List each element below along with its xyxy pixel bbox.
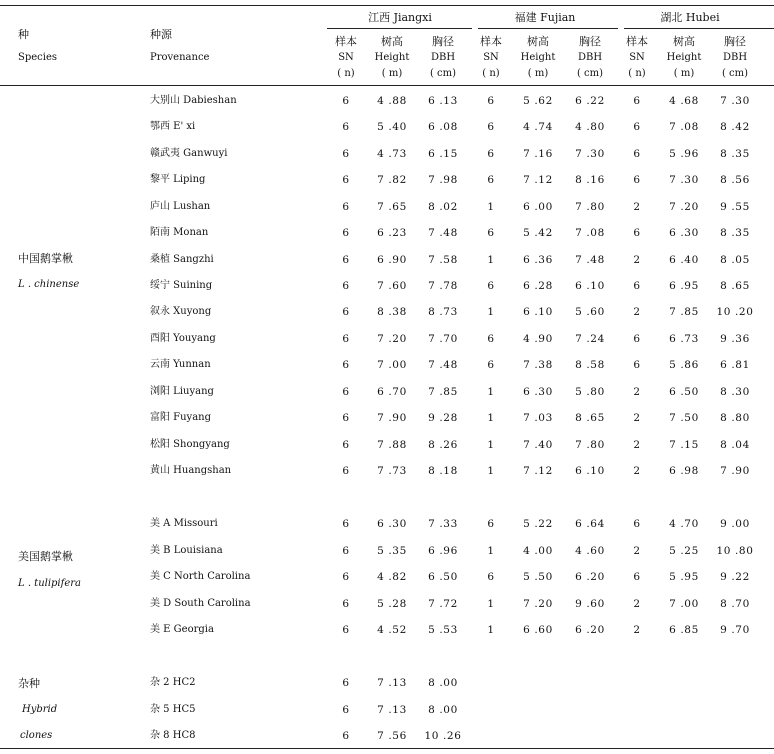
value-cell: 6 <box>342 386 350 398</box>
value-cell: 7 .30 <box>575 148 605 160</box>
value-cell: 6 .64 <box>575 518 605 530</box>
provenance-cell: 杂 2 HC2 <box>150 677 196 688</box>
col-header-height-hubei-l1: 树高 <box>673 35 695 48</box>
header-bottom-rule <box>0 85 774 86</box>
value-cell: 8 .65 <box>575 412 605 424</box>
value-cell: 7 .48 <box>575 254 605 266</box>
value-cell: 7 .88 <box>377 439 407 451</box>
species-label-tulipifera-cn: 美国鹅掌楸 <box>18 550 73 563</box>
value-cell: 6 <box>487 121 495 133</box>
value-cell: 6 <box>487 518 495 530</box>
value-cell: 9 .70 <box>720 624 750 636</box>
value-cell: 8 .80 <box>720 412 750 424</box>
value-cell: 6 .30 <box>377 518 407 530</box>
col-header-dbh-fujian-l1: 胸径 <box>579 35 601 48</box>
value-cell: 7 .20 <box>523 598 553 610</box>
value-cell: 7 .90 <box>720 465 750 477</box>
value-cell: 6 <box>342 306 350 318</box>
value-cell: 6 .73 <box>669 333 699 345</box>
value-cell: 6 .70 <box>377 386 407 398</box>
value-cell: 7 .20 <box>377 333 407 345</box>
value-cell: 5 .50 <box>523 571 553 583</box>
value-cell: 6 <box>342 439 350 451</box>
value-cell: 2 <box>633 545 641 557</box>
value-cell: 7 .65 <box>377 201 407 213</box>
value-cell: 6 <box>342 571 350 583</box>
value-cell: 6 <box>342 412 350 424</box>
value-cell: 4 .88 <box>377 95 407 107</box>
provenance-cell: 美 A Missouri <box>150 518 218 529</box>
species-label-hybrid-latin2: clones <box>20 730 53 741</box>
value-cell: 6 <box>633 174 641 186</box>
value-cell: 2 <box>633 201 641 213</box>
value-cell: 10 .26 <box>424 730 462 742</box>
value-cell: 6 .36 <box>523 254 553 266</box>
table-bottom-rule <box>0 748 774 749</box>
value-cell: 6 <box>487 359 495 371</box>
value-cell: 6 .20 <box>575 571 605 583</box>
value-cell: 2 <box>633 386 641 398</box>
value-cell: 8 .65 <box>720 280 750 292</box>
value-cell: 8 .70 <box>720 598 750 610</box>
value-cell: 7 .33 <box>428 518 458 530</box>
value-cell: 4 .52 <box>377 624 407 636</box>
value-cell: 6 <box>633 518 641 530</box>
value-cell: 6 <box>633 121 641 133</box>
value-cell: 8 .02 <box>428 201 458 213</box>
value-cell: 6 <box>633 95 641 107</box>
col-header-sn-hubei-l1: 样本 <box>626 35 648 48</box>
value-cell: 7 .15 <box>669 439 699 451</box>
value-cell: 8 .18 <box>428 465 458 477</box>
value-cell: 6 .90 <box>377 254 407 266</box>
value-cell: 1 <box>487 201 495 213</box>
value-cell: 7 .08 <box>575 227 605 239</box>
value-cell: 2 <box>633 598 641 610</box>
value-cell: 6 <box>342 518 350 530</box>
value-cell: 4 .00 <box>523 545 553 557</box>
value-cell: 8 .30 <box>720 386 750 398</box>
value-cell: 6 <box>342 95 350 107</box>
value-cell: 6 .08 <box>428 121 458 133</box>
value-cell: 6 .60 <box>523 624 553 636</box>
value-cell: 9 .60 <box>575 598 605 610</box>
provenance-cell: 美 D South Carolina <box>150 598 251 609</box>
provenance-cell: 浏阳 Liuyang <box>150 386 214 397</box>
value-cell: 7 .13 <box>377 677 407 689</box>
col-header-dbh-hubei-l3: ( cm) <box>721 68 749 79</box>
table-top-rule <box>0 5 774 6</box>
value-cell: 7 .30 <box>720 95 750 107</box>
provenance-cell: 松阳 Shongyang <box>150 439 230 450</box>
value-cell: 7 .60 <box>377 280 407 292</box>
value-cell: 7 .48 <box>428 359 458 371</box>
species-label-hybrid-cn: 杂种 <box>18 677 40 690</box>
col-header-sn-hubei-l3: ( n) <box>628 68 646 79</box>
value-cell: 6 .22 <box>575 95 605 107</box>
value-cell: 6 .10 <box>575 465 605 477</box>
value-cell: 9 .55 <box>720 201 750 213</box>
value-cell: 6 <box>342 174 350 186</box>
value-cell: 5 .42 <box>523 227 553 239</box>
value-cell: 7 .85 <box>669 306 699 318</box>
provenance-cell: 酉阳 Youyang <box>150 333 216 344</box>
value-cell: 10 .80 <box>716 545 754 557</box>
value-cell: 2 <box>633 624 641 636</box>
value-cell: 6 .28 <box>523 280 553 292</box>
value-cell: 6 .96 <box>428 545 458 557</box>
value-cell: 8 .05 <box>720 254 750 266</box>
value-cell: 6 <box>633 280 641 292</box>
value-cell: 2 <box>633 254 641 266</box>
value-cell: 4 .73 <box>377 148 407 160</box>
provenance-cell: 绥宁 Suining <box>150 280 213 291</box>
value-cell: 6 .40 <box>669 254 699 266</box>
provenance-header-en: Provenance <box>150 52 210 63</box>
value-cell: 5 .86 <box>669 359 699 371</box>
value-cell: 9 .36 <box>720 333 750 345</box>
value-cell: 7 .00 <box>377 359 407 371</box>
col-header-dbh-jiangxi-l1: 胸径 <box>432 35 454 48</box>
value-cell: 6 <box>342 598 350 610</box>
provenance-cell: 大别山 Dabieshan <box>150 95 237 106</box>
provenance-cell: 叙永 Xuyong <box>150 306 212 317</box>
value-cell: 8 .38 <box>377 306 407 318</box>
value-cell: 6 <box>342 121 350 133</box>
value-cell: 5 .40 <box>377 121 407 133</box>
value-cell: 6 <box>487 280 495 292</box>
value-cell: 4 .70 <box>669 518 699 530</box>
provenance-cell: 赣武夷 Ganwuyi <box>150 148 228 159</box>
value-cell: 7 .58 <box>428 254 458 266</box>
value-cell: 7 .90 <box>377 412 407 424</box>
value-cell: 6 <box>487 571 495 583</box>
value-cell: 6 .95 <box>669 280 699 292</box>
value-cell: 6 <box>342 624 350 636</box>
value-cell: 5 .25 <box>669 545 699 557</box>
col-header-height-fujian-l3: ( m) <box>527 68 549 79</box>
value-cell: 5 .96 <box>669 148 699 160</box>
value-cell: 4 .60 <box>575 545 605 557</box>
site-rule-jiangxi <box>327 28 472 29</box>
value-cell: 1 <box>487 386 495 398</box>
value-cell: 5 .35 <box>377 545 407 557</box>
species-label-chinense-cn: 中国鹅掌楸 <box>18 252 73 265</box>
value-cell: 6 <box>633 333 641 345</box>
value-cell: 6 <box>487 148 495 160</box>
value-cell: 7 .08 <box>669 121 699 133</box>
value-cell: 6 .10 <box>575 280 605 292</box>
provenance-cell: 美 E Georgia <box>150 624 214 635</box>
value-cell: 5 .95 <box>669 571 699 583</box>
value-cell: 7 .30 <box>669 174 699 186</box>
col-header-height-fujian-l2: Height <box>520 52 556 63</box>
col-header-sn-hubei-l2: SN <box>629 52 645 63</box>
col-header-sn-jiangxi-l2: SN <box>338 52 354 63</box>
species-header-en: Species <box>18 52 58 63</box>
provenance-cell: 庐山 Lushan <box>150 201 211 212</box>
provenance-header-cn: 种源 <box>150 28 172 41</box>
value-cell: 6 .85 <box>669 624 699 636</box>
value-cell: 5 .80 <box>575 386 605 398</box>
value-cell: 7 .40 <box>523 439 553 451</box>
col-header-sn-fujian-l2: SN <box>483 52 499 63</box>
value-cell: 8 .26 <box>428 439 458 451</box>
value-cell: 8 .16 <box>575 174 605 186</box>
provenance-cell: 桑植 Sangzhi <box>150 254 214 265</box>
value-cell: 1 <box>487 412 495 424</box>
value-cell: 8 .42 <box>720 121 750 133</box>
value-cell: 7 .72 <box>428 598 458 610</box>
value-cell: 7 .80 <box>575 201 605 213</box>
value-cell: 7 .70 <box>428 333 458 345</box>
value-cell: 8 .00 <box>428 704 458 716</box>
provenance-cell: 杂 8 HC8 <box>150 730 196 741</box>
value-cell: 7 .85 <box>428 386 458 398</box>
value-cell: 1 <box>487 254 495 266</box>
col-header-height-jiangxi-l2: Height <box>374 52 410 63</box>
provenance-cell: 杂 5 HC5 <box>150 704 196 715</box>
value-cell: 7 .00 <box>669 598 699 610</box>
species-header-cn: 种 <box>18 28 29 41</box>
value-cell: 7 .12 <box>523 465 553 477</box>
value-cell: 7 .50 <box>669 412 699 424</box>
col-header-height-jiangxi-l3: ( m) <box>381 68 403 79</box>
value-cell: 10 .20 <box>716 306 754 318</box>
col-header-dbh-hubei-l2: DBH <box>722 52 748 63</box>
value-cell: 2 <box>633 465 641 477</box>
value-cell: 9 .00 <box>720 518 750 530</box>
value-cell: 6 <box>487 333 495 345</box>
value-cell: 5 .53 <box>428 624 458 636</box>
site-header-fujian: 福建 Fujian <box>514 11 576 24</box>
value-cell: 6 <box>342 677 350 689</box>
value-cell: 7 .12 <box>523 174 553 186</box>
value-cell: 6 <box>342 730 350 742</box>
col-header-height-hubei-l3: ( m) <box>673 68 695 79</box>
value-cell: 9 .22 <box>720 571 750 583</box>
value-cell: 4 .90 <box>523 333 553 345</box>
provenance-cell: 富阳 Fuyang <box>150 412 212 423</box>
site-header-hubei: 湖北 Hubei <box>660 11 720 24</box>
species-label-tulipifera-latin: L . tulipifera <box>18 578 81 589</box>
value-cell: 7 .20 <box>669 201 699 213</box>
provenance-cell: 鄂西 E' xi <box>150 121 196 132</box>
value-cell: 4 .80 <box>575 121 605 133</box>
site-rule-hubei <box>624 28 774 29</box>
col-header-sn-jiangxi-l1: 样本 <box>335 35 357 48</box>
value-cell: 6 <box>342 465 350 477</box>
provenance-cell: 美 B Louisiana <box>150 545 223 556</box>
value-cell: 4 .82 <box>377 571 407 583</box>
value-cell: 6 <box>487 174 495 186</box>
col-header-height-hubei-l2: Height <box>666 52 702 63</box>
value-cell: 1 <box>487 439 495 451</box>
value-cell: 6 .00 <box>523 201 553 213</box>
value-cell: 6 .20 <box>575 624 605 636</box>
col-header-height-jiangxi-l1: 树高 <box>381 35 403 48</box>
value-cell: 5 .60 <box>575 306 605 318</box>
value-cell: 7 .48 <box>428 227 458 239</box>
value-cell: 6 .98 <box>669 465 699 477</box>
col-header-height-fujian-l1: 树高 <box>527 35 549 48</box>
value-cell: 6 <box>342 359 350 371</box>
provenance-cell: 黎平 Liping <box>150 174 206 185</box>
value-cell: 6 .23 <box>377 227 407 239</box>
value-cell: 9 .28 <box>428 412 458 424</box>
site-header-jiangxi: 江西 Jiangxi <box>368 11 432 24</box>
value-cell: 6 <box>633 227 641 239</box>
value-cell: 7 .82 <box>377 174 407 186</box>
species-label-chinense-latin: L . chinense <box>18 279 80 290</box>
value-cell: 1 <box>487 465 495 477</box>
value-cell: 6 .30 <box>669 227 699 239</box>
value-cell: 5 .28 <box>377 598 407 610</box>
value-cell: 8 .73 <box>428 306 458 318</box>
species-label-hybrid-latin1: Hybrid <box>22 704 58 715</box>
value-cell: 8 .56 <box>720 174 750 186</box>
value-cell: 8 .04 <box>720 439 750 451</box>
value-cell: 6 <box>342 201 350 213</box>
value-cell: 7 .78 <box>428 280 458 292</box>
provenance-cell: 陌南 Monan <box>150 227 209 238</box>
value-cell: 7 .16 <box>523 148 553 160</box>
value-cell: 1 <box>487 624 495 636</box>
value-cell: 6 .30 <box>523 386 553 398</box>
col-header-sn-fujian-l1: 样本 <box>480 35 502 48</box>
col-header-dbh-fujian-l3: ( cm) <box>576 68 604 79</box>
value-cell: 6 .13 <box>428 95 458 107</box>
value-cell: 6 <box>342 280 350 292</box>
value-cell: 5 .22 <box>523 518 553 530</box>
value-cell: 6 <box>342 545 350 557</box>
value-cell: 7 .73 <box>377 465 407 477</box>
value-cell: 7 .56 <box>377 730 407 742</box>
value-cell: 7 .03 <box>523 412 553 424</box>
value-cell: 1 <box>487 545 495 557</box>
value-cell: 2 <box>633 439 641 451</box>
value-cell: 7 .24 <box>575 333 605 345</box>
value-cell: 4 .74 <box>523 121 553 133</box>
value-cell: 6 <box>342 227 350 239</box>
value-cell: 7 .13 <box>377 704 407 716</box>
site-rule-fujian <box>478 28 618 29</box>
col-header-sn-fujian-l3: ( n) <box>482 68 500 79</box>
provenance-cell: 美 C North Carolina <box>150 571 251 582</box>
value-cell: 6 .50 <box>669 386 699 398</box>
value-cell: 6 <box>342 704 350 716</box>
value-cell: 6 <box>633 148 641 160</box>
value-cell: 6 <box>633 571 641 583</box>
value-cell: 6 <box>342 254 350 266</box>
value-cell: 7 .98 <box>428 174 458 186</box>
value-cell: 8 .35 <box>720 227 750 239</box>
col-header-sn-jiangxi-l3: ( n) <box>337 68 355 79</box>
col-header-dbh-hubei-l1: 胸径 <box>724 35 746 48</box>
value-cell: 8 .58 <box>575 359 605 371</box>
value-cell: 6 .15 <box>428 148 458 160</box>
value-cell: 4 .68 <box>669 95 699 107</box>
value-cell: 1 <box>487 598 495 610</box>
value-cell: 6 .10 <box>523 306 553 318</box>
col-header-dbh-jiangxi-l2: DBH <box>430 52 456 63</box>
value-cell: 2 <box>633 412 641 424</box>
value-cell: 6 <box>342 148 350 160</box>
value-cell: 6 <box>487 95 495 107</box>
provenance-cell: 云南 Yunnan <box>150 359 211 370</box>
value-cell: 7 .38 <box>523 359 553 371</box>
value-cell: 2 <box>633 306 641 318</box>
value-cell: 7 .80 <box>575 439 605 451</box>
value-cell: 6 .50 <box>428 571 458 583</box>
value-cell: 1 <box>487 306 495 318</box>
col-header-dbh-jiangxi-l3: ( cm) <box>429 68 457 79</box>
value-cell: 6 <box>487 227 495 239</box>
provenance-cell: 黄山 Huangshan <box>150 465 232 476</box>
value-cell: 5 .62 <box>523 95 553 107</box>
value-cell: 6 <box>633 359 641 371</box>
value-cell: 6 <box>342 333 350 345</box>
value-cell: 8 .00 <box>428 677 458 689</box>
value-cell: 8 .35 <box>720 148 750 160</box>
value-cell: 6 .81 <box>720 359 750 371</box>
col-header-dbh-fujian-l2: DBH <box>577 52 603 63</box>
